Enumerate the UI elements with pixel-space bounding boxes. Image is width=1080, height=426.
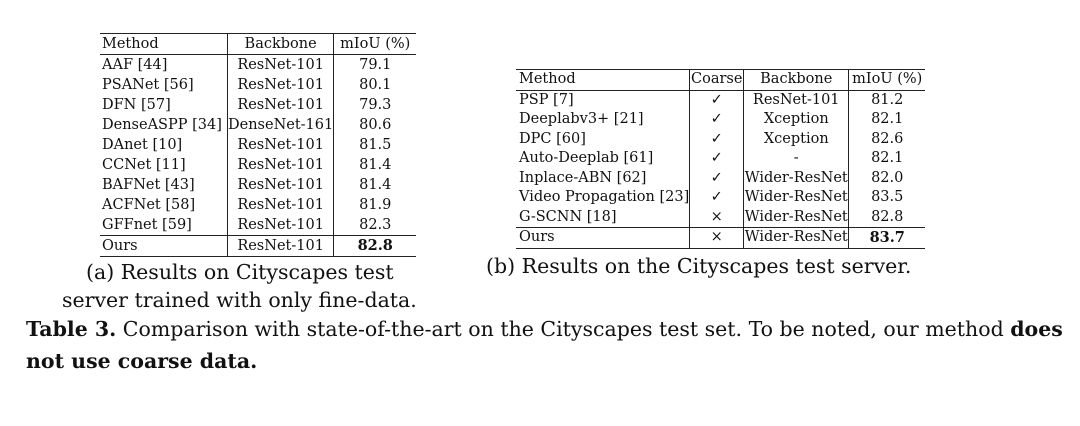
table-cell: ResNet-101 [228, 175, 334, 195]
table-cell: ResNet-101 [228, 236, 334, 257]
table-row [100, 175, 416, 195]
table-cell: Wider-ResNet [744, 188, 849, 208]
table-cell: Wider-ResNet [744, 169, 849, 189]
table-cell: DenseASPP [34] [100, 115, 228, 135]
caption-text: Comparison with state-of-the-art on the Cityscapes test set. To be noted, our method [116, 317, 1011, 341]
table-cell: Wider-ResNet [744, 228, 849, 249]
table-row-ours [100, 236, 416, 257]
table-row [516, 130, 925, 150]
table-cell: PSANet [56] [100, 75, 228, 95]
table-row [100, 215, 416, 236]
table-row [100, 55, 416, 76]
table-row [516, 188, 925, 208]
subcaption-a [62, 258, 472, 314]
table-cell: CCNet [11] [100, 155, 228, 175]
table-cell: ResNet-101 [228, 55, 334, 76]
caption-emphasis: does not use coarse data. [26, 317, 1063, 373]
table-cell: ResNet-101 [228, 75, 334, 95]
table-row [516, 90, 925, 110]
table-cell: Ours [516, 228, 690, 249]
table-cell: ResNet-101 [228, 135, 334, 155]
table-row [516, 208, 925, 228]
table-cell: 82.8 [334, 236, 417, 257]
table-cell: 82.0 [871, 169, 904, 186]
column-header-backbone: Backbone [744, 70, 849, 91]
table-cell: ResNet-101 [228, 195, 334, 215]
table-cell: 83.5 [871, 189, 904, 205]
table-header-row [100, 34, 416, 55]
table-cell: GFFnet [59] [100, 215, 228, 236]
subcaption-b: (b) Results on the Cityscapes test server. [486, 254, 912, 278]
table-row [100, 75, 416, 95]
table-row-ours [516, 228, 925, 249]
table-cell: DFN [57] [100, 95, 228, 115]
table-cell: 80.1 [359, 77, 392, 93]
table-cell: PSP [7] [516, 90, 690, 110]
table-cell: 79.1 [359, 57, 392, 73]
table-cell: 81.9 [359, 197, 392, 213]
table-cell: ACFNet [58] [100, 195, 228, 215]
table-cell: Deeplabv3+ [21] [516, 110, 690, 130]
column-header-miou: mIoU (%) [849, 70, 926, 91]
table-cell: ResNet-101 [228, 95, 334, 115]
table-cell: ✓ [690, 110, 744, 130]
table-cell: 81.4 [359, 157, 392, 173]
table-caption [26, 313, 1066, 377]
table-cell: 82.8 [871, 208, 904, 225]
table-cell: 82.1 [871, 150, 904, 166]
column-header-backbone: Backbone [228, 34, 334, 55]
table-cell: × [690, 228, 744, 249]
table-cell: 79.3 [359, 97, 392, 113]
table-cell: × [690, 208, 744, 228]
table-cell: Inplace-ABN [62] [516, 169, 690, 189]
subcaption-a-line1: (a) Results on Cityscapes test [86, 260, 394, 284]
table-cell: DPC [60] [516, 130, 690, 150]
table-body [100, 55, 416, 257]
table-cell: ResNet-101 [228, 155, 334, 175]
column-header-coarse: Coarse [690, 70, 744, 91]
table-cell: 82.1 [871, 111, 904, 127]
table-cell: - [744, 149, 849, 169]
table-cell: Wider-ResNet [744, 208, 849, 228]
table-row [516, 149, 925, 169]
table-row [100, 95, 416, 115]
table-cell: Ours [100, 236, 228, 257]
table-cell: ✓ [690, 188, 744, 208]
table-cell: 81.4 [359, 177, 392, 193]
table-header-row [516, 70, 925, 91]
table-cell: DAnet [10] [100, 135, 228, 155]
table-cell: ✓ [690, 169, 744, 189]
table-cell: 82.3 [359, 217, 392, 233]
table-cell: Xception [744, 130, 849, 150]
table-cell: ✓ [690, 130, 744, 150]
column-header-miou: mIoU (%) [334, 34, 417, 55]
table-cell: 81.5 [359, 137, 392, 153]
table-cell: 81.2 [871, 91, 904, 108]
subcaption-a-line2: server trained with only fine-data. [62, 288, 417, 312]
table-row [100, 155, 416, 175]
column-header-method: Method [516, 70, 690, 91]
results-table-fine-data [100, 33, 416, 257]
table-cell: 82.6 [871, 130, 904, 147]
table-cell: Video Propagation [23] [516, 188, 690, 208]
table-cell: 80.6 [359, 117, 392, 133]
table-label: Table 3. [26, 317, 117, 341]
table-cell: Auto-Deeplab [61] [516, 149, 690, 169]
table-cell: DenseNet-161 [228, 117, 334, 133]
table-cell: G-SCNN [18] [516, 208, 690, 228]
table-row [100, 135, 416, 155]
column-header-method: Method [100, 34, 228, 55]
table-cell: BAFNet [43] [100, 175, 228, 195]
table-cell: 83.7 [849, 228, 926, 249]
table-row [100, 195, 416, 215]
table-cell: ResNet-101 [228, 215, 334, 236]
table-body [516, 90, 925, 248]
table-cell: ✓ [690, 149, 744, 169]
table-row [100, 115, 416, 135]
table-cell: ✓ [690, 90, 744, 110]
table-cell: AAF [44] [100, 55, 228, 76]
table-cell: ResNet-101 [744, 90, 849, 110]
results-table-test-server [516, 69, 925, 249]
table-row [516, 169, 925, 189]
table-row [516, 110, 925, 130]
table-cell: Xception [744, 110, 849, 130]
